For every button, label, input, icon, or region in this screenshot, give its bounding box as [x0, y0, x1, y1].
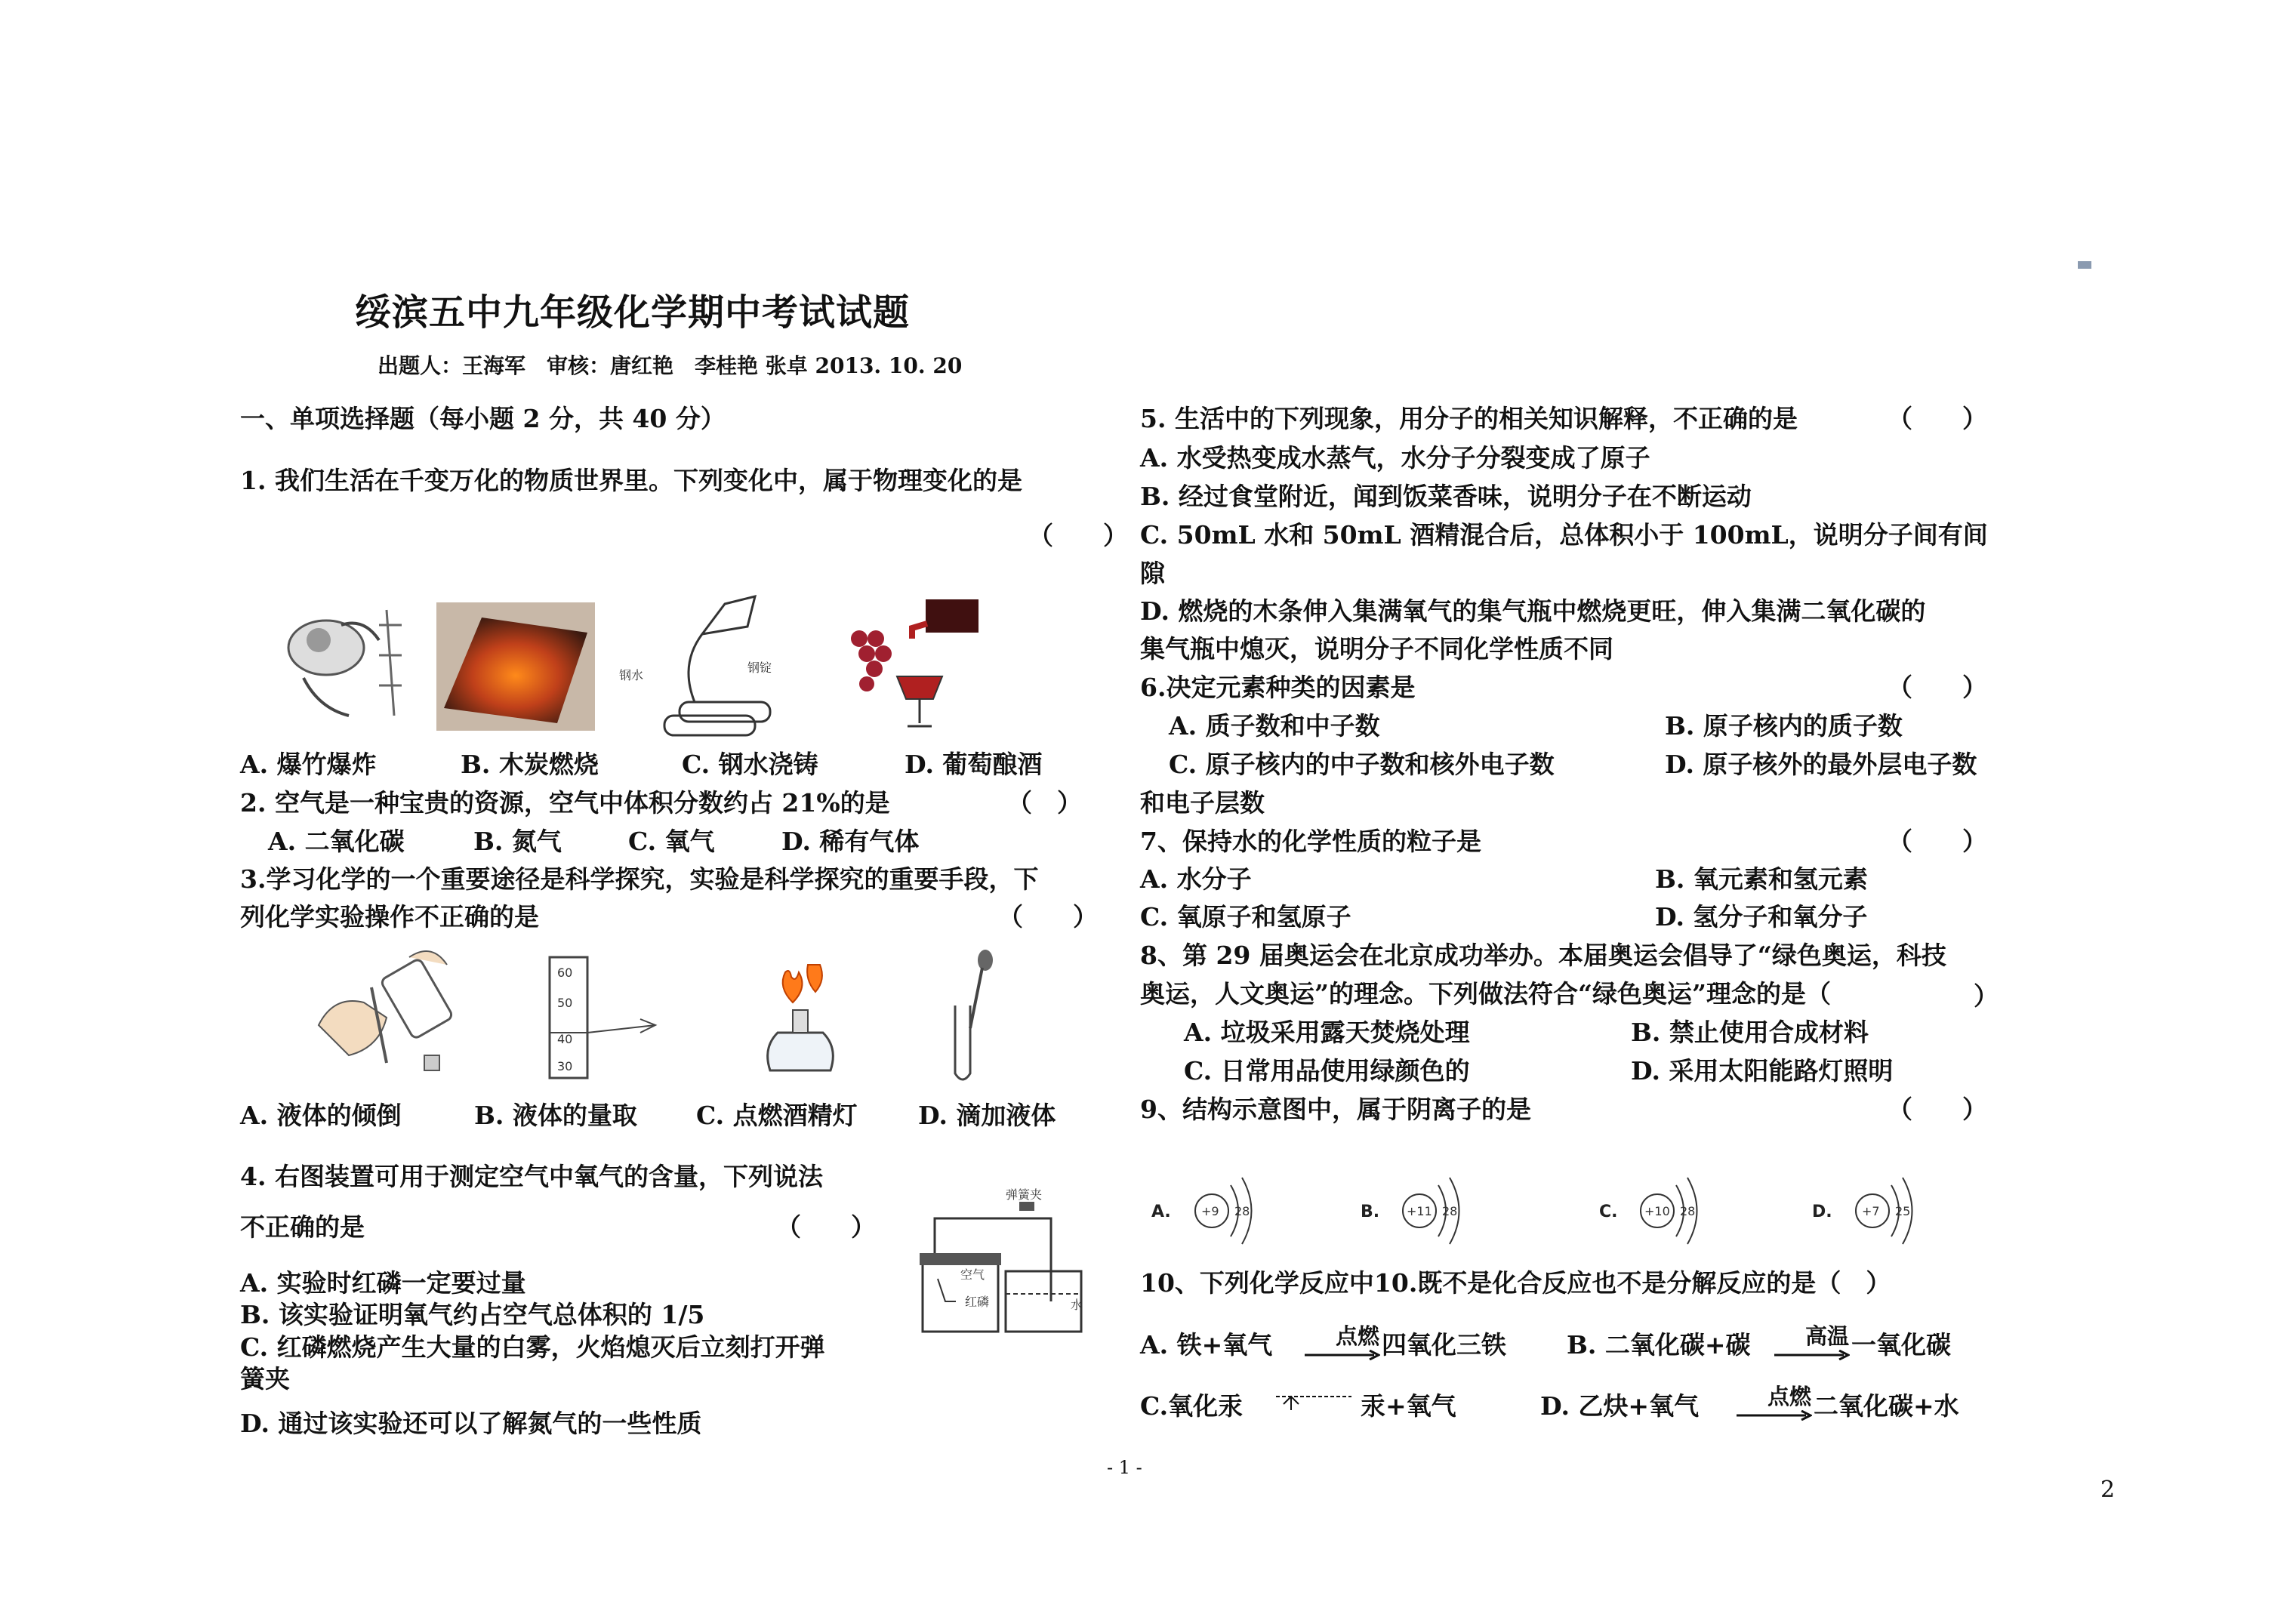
q10-d-right: 二氧化碳+水	[1814, 1391, 1959, 1421]
q9-stem: 9、结构示意图中，属于阴离子的是	[1140, 1095, 1531, 1124]
q4-paren: （ ）	[776, 1212, 876, 1242]
atom-d-nucleus: +7	[1862, 1204, 1880, 1218]
q4-option-c-tail: 簧夹	[240, 1364, 290, 1394]
q10-b-condition: 高温	[1804, 1323, 1849, 1349]
q7-option-b: B. 氧元素和氢元素	[1655, 864, 1868, 894]
exam-subtitle: 出题人：王海军 审核：唐红艳 李桂艳 张卓 2013. 10. 20	[378, 353, 963, 378]
steel-casting-picture	[612, 589, 793, 740]
wine-making-picture	[837, 593, 988, 737]
q10-c-heat-arrow	[1276, 1389, 1358, 1412]
atom-c-nucleus: +10	[1644, 1204, 1670, 1218]
q1-option-d: D. 葡萄酿酒	[905, 750, 1043, 779]
q6-option-d: D. 原子核外的最外层电子数	[1665, 750, 1977, 779]
firecracker-picture	[273, 595, 409, 731]
q6-paren: （ ）	[1888, 673, 1987, 702]
q3-option-a: A. 液体的倾倒	[240, 1101, 402, 1130]
oxygen-apparatus-picture	[892, 1188, 1089, 1347]
section-heading: 一、单项选择题（每小题 2 分，共 40 分）	[240, 404, 726, 433]
q8-option-a: A. 垃圾采用露天焚烧处理	[1184, 1018, 1470, 1047]
q10-d-condition: 点燃	[1767, 1384, 1811, 1409]
q7-option-a: A. 水分子	[1140, 864, 1252, 894]
q5-paren: （ ）	[1888, 404, 1987, 433]
q10-b-left: B. 二氧化碳+碳	[1567, 1330, 1751, 1360]
q2-option-b: B. 氮气	[473, 827, 562, 856]
q7-option-c: C. 氧原子和氢原子	[1140, 902, 1351, 932]
q3-option-d: D. 滴加液体	[918, 1101, 1056, 1130]
label-steel-ingot: 钢锭	[747, 661, 772, 675]
atom-structure-diagrams	[1148, 1163, 1978, 1253]
q10-a-arrow	[1305, 1323, 1380, 1360]
q3-paren: （ ）	[998, 902, 1098, 932]
q1-paren: （ ）	[1028, 521, 1128, 550]
measure-liquid-picture	[535, 950, 670, 1086]
atom-a-label: A.	[1151, 1203, 1171, 1221]
q4-option-a: A. 实验时红磷一定要过量	[240, 1268, 526, 1298]
q3-option-b: B. 液体的量取	[474, 1101, 637, 1130]
label-spring-clamp: 弹簧夹	[1006, 1188, 1043, 1202]
q5-line-b: B. 经过食堂附近，闻到饭菜香味，说明分子在不断运动	[1140, 482, 1752, 511]
page-title: 绥滨五中九年级化学期中考试试题	[355, 291, 911, 334]
drop-liquid-picture	[925, 945, 1008, 1089]
q8-line1: 8、第 29 届奥运会在北京成功举办。本届奥运会倡导了“绿色奥运，科技	[1140, 941, 1946, 970]
atom-d	[1812, 1178, 1912, 1244]
q10-d-left: D. 乙炔+氧气	[1540, 1391, 1700, 1421]
q2-option-c: C. 氧气	[628, 827, 715, 856]
tick-30: 30	[557, 1059, 573, 1073]
q1-stem: 1. 我们生活在千变万化的物质世界里。下列变化中，属于物理变化的是	[240, 466, 1022, 495]
atom-c-label: C.	[1599, 1203, 1618, 1221]
q2-option-a: A. 二氧化碳	[268, 827, 405, 856]
q6-option-tail: 和电子层数	[1140, 788, 1265, 818]
q1-option-c: C. 钢水浇铸	[682, 750, 818, 779]
q10-c-right: 汞+氧气	[1361, 1391, 1456, 1421]
label-air: 空气	[960, 1267, 985, 1282]
q1-option-b: B. 木炭燃烧	[461, 750, 599, 779]
q10-a-left: A. 铁+氧气	[1140, 1330, 1273, 1360]
atom-d-shells: 25	[1895, 1204, 1911, 1218]
atom-c	[1599, 1178, 1697, 1244]
alcohol-lamp-picture	[732, 950, 868, 1086]
q4-option-d: D. 通过该实验还可以了解氮气的一些性质	[240, 1409, 702, 1438]
q10-b-arrow	[1774, 1323, 1850, 1360]
q10-c-left: C.氧化汞	[1140, 1391, 1244, 1421]
q2-option-d: D. 稀有气体	[781, 827, 920, 856]
q7-option-d: D. 氢分子和氧分子	[1655, 902, 1868, 932]
atom-c-shells: 28	[1680, 1204, 1696, 1218]
atom-d-label: D.	[1812, 1203, 1832, 1221]
q5-line-c: C. 50mL 水和 50mL 酒精混合后，总体积小于 100mL，说明分子间有间	[1140, 520, 1988, 550]
q4-option-b: B. 该实验证明氧气约占空气总体积的 1/5	[240, 1300, 705, 1329]
charcoal-burning-picture	[436, 602, 595, 731]
tick-60: 60	[557, 965, 573, 980]
label-red-phosphorus: 红磷	[965, 1295, 990, 1309]
q3-stem-line1: 3.学习化学的一个重要途径是科学探究，实验是科学探究的重要手段，下	[240, 864, 1039, 894]
q4-option-c: C. 红磷燃烧产生大量的白雾，火焰熄灭后立刻打开弹	[240, 1332, 825, 1362]
atom-b-shells: 28	[1442, 1204, 1458, 1218]
q3-stem-line2: 列化学实验操作不正确的是	[240, 902, 539, 932]
q6-option-b: B. 原子核内的质子数	[1665, 711, 1903, 741]
page-number-center: - 1 -	[1107, 1457, 1142, 1478]
q10-b-right: 一氧化碳	[1851, 1330, 1951, 1360]
atom-b-label: B.	[1361, 1203, 1380, 1221]
scan-mark	[2078, 261, 2091, 269]
label-water: 水	[1071, 1298, 1083, 1312]
q2-paren: （ ）	[1007, 788, 1082, 818]
q8-line2: 奥运，人文奥运”的理念。下列做法符合“绿色奥运”理念的是（	[1140, 979, 1831, 1009]
tick-50: 50	[557, 996, 573, 1010]
atom-a-nucleus: +9	[1201, 1204, 1219, 1218]
label-molten-steel: 钢水	[619, 668, 644, 682]
atom-b	[1361, 1178, 1459, 1244]
q5-stem: 5. 生活中的下列现象，用分子的相关知识解释，不正确的是	[1140, 404, 1798, 433]
q5-line-a: A. 水受热变成水蒸气，水分子分裂变成了原子	[1140, 443, 1650, 473]
q3-option-c: C. 点燃酒精灯	[696, 1101, 858, 1130]
atom-a-shells: 28	[1234, 1204, 1250, 1218]
page-number-right: 2	[2100, 1477, 2116, 1503]
q6-option-c: C. 原子核内的中子数和核外电子数	[1169, 750, 1555, 779]
q5-line-d: D. 燃烧的木条伸入集满氧气的集气瓶中燃烧更旺，伸入集满二氧化碳的	[1140, 596, 1926, 626]
q6-option-a: A. 质子数和中子数	[1169, 711, 1380, 741]
q10-stem: 10、下列化学反应中10.既不是化合反应也不是分解反应的是（ ）	[1140, 1268, 1891, 1298]
q8-option-d: D. 采用太阳能路灯照明	[1631, 1056, 1894, 1086]
q4-stem-line2: 不正确的是	[240, 1212, 365, 1242]
q5-line-c-tail: 隙	[1140, 559, 1165, 588]
q10-a-right: 四氧化三铁	[1382, 1330, 1506, 1360]
tick-40: 40	[557, 1032, 573, 1046]
q7-stem: 7、保持水的化学性质的粒子是	[1140, 827, 1481, 856]
q6-stem: 6.决定元素种类的因素是	[1140, 673, 1416, 702]
q5-line-d-tail: 集气瓶中熄灭，说明分子不同化学性质不同	[1140, 634, 1613, 664]
q4-stem-line1: 4. 右图装置可用于测定空气中氧气的含量，下列说法	[240, 1162, 823, 1191]
q2-stem: 2. 空气是一种宝贵的资源，空气中体积分数约占 21%的是	[240, 788, 890, 818]
atom-a	[1151, 1178, 1252, 1244]
q8-paren-close: ）	[1974, 981, 1999, 1011]
atom-b-nucleus: +11	[1407, 1204, 1432, 1218]
q9-paren: （ ）	[1888, 1095, 1987, 1124]
q10-d-arrow	[1737, 1383, 1812, 1421]
q1-option-a: A. 爆竹爆炸	[240, 750, 377, 779]
q10-a-condition: 点燃	[1335, 1323, 1379, 1349]
q8-option-b: B. 禁止使用合成材料	[1631, 1018, 1869, 1047]
pour-liquid-picture	[296, 942, 470, 1078]
q8-option-c: C. 日常用品使用绿颜色的	[1184, 1056, 1470, 1086]
q7-paren: （ ）	[1888, 827, 1987, 856]
